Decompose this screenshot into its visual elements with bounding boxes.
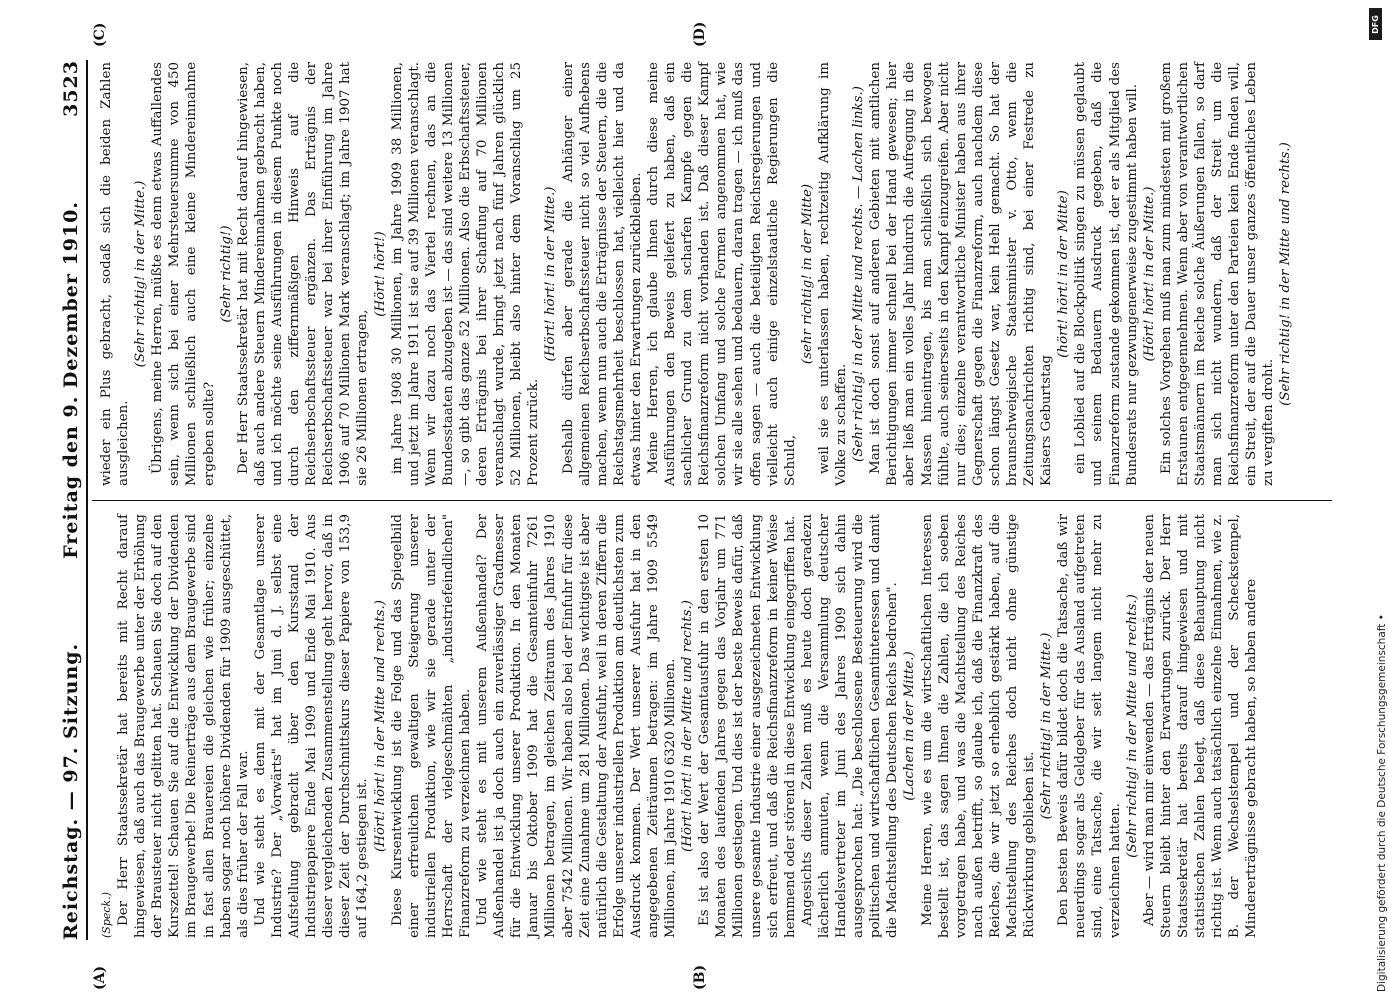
speaker-tag: (Speck.): [100, 892, 113, 938]
paragraph: Man ist doch sonst auf anderen Gebieten mit amtlichen Berichtigungen immer schnell bei der Hand gewesen; hier aber ließ man ein volles Jahr hindurch die Aufregung in die Massen hineintragen, bis man schließlich sich bewogen fühlte, auch seinerseits in den Kampf einzugreifen. Aber nicht nur dies; einzelne verantwortliche Minister haben aus ihrer Gegnerschaft gegen die Finanzreform, auch nachdem diese schon längst Gesetz war, kein Hehl gemacht. So hat der braunschweigische Staatsminister v. Otto, wenn die Zeitungsnachrichten richtig sind, bei einer Festrede zu Kaisers Geburtstag: [868, 62, 1055, 486]
paragraph: Angesichts dieser Zahlen muß es heute doch geradezu lächerlich anmuten, wenn die Versammlung deutscher Handelsvertreter im Juni des Jahres 1909 sich dahin ausgesprochen hat: „Die beschlossene Besteuerung wird die politischen und wirtschaftlichen Gesamtinteressen und damit die Machtstellung des Deutschen Reichs bedrohen".: [799, 514, 901, 938]
column-divider: [92, 500, 1332, 501]
dfg-logo-text: DFG: [1371, 14, 1381, 34]
paragraph: Den besten Beweis dafür bildet doch die Tatsache, daß wir neuerdings sogar als Geldgeber für das Ausland aufgetreten sind, eine Tatsache, die wir seit langem nicht mehr zu verzeichnen hatten.: [1056, 514, 1123, 938]
paragraph: weil sie es unterlassen haben, rechtzeitig Aufklärung im Volke zu schaffen.: [816, 62, 850, 486]
running-header: [52, 60, 82, 940]
interjection: (hört! hört! in der Mitte): [1056, 190, 1072, 358]
header-date: Freitag den 9. Dezember 1910.: [60, 201, 82, 559]
margin-mark-d: (D): [692, 21, 708, 47]
interjection: (Sehr richtig! in der Mitte.): [133, 180, 149, 368]
paragraph: Deshalb dürfen aber gerade die Anhänger einer allgemeinen Reichserbschaftssteuer nicht so viel Aufhebens machen, wenn nun auch die Erträgnisse der Steuern, die die Reichstagsmehrheit beschlossen hat, vielleicht hier und da etwas hinter den Erwartungen zurückbleiben.: [560, 62, 644, 486]
interjection: (Sehr richtig! in der Mitte.): [1039, 632, 1055, 820]
paragraph: Der Herr Staatssekretär hat bereits mit Recht darauf hingewiesen, daß auch das Braugewerbe unter der Erhöhung der Brausteuer nicht gelitten hat. Schauen Sie doch auf den Kurszettel! Schauen Sie auf die Entwicklung der Dividenden im Braugewerbe! Die Reinerträge aus dem Braugewerbe sind in fast allen Brauereien die gleichen wie früher; einzelne haben sogar noch höhere Dividenden für 1909 ausgeschüttet, als dies früher der Fall war.: [116, 514, 251, 938]
paragraph: Es ist also der Wert der Gesamtausfuhr in den ersten 10 Monaten des laufenden Jahres gegen das Vorjahr um 771 Millionen gestiegen. Und dies ist der beste Beweis dafür, daß unsere gesamte Industrie einer ausgezeichneten Entwicklung sich erfreut, und daß die Reichsfinanzreform in keiner Weise hemmend oder störend in diese Entwicklung eingegriffen hat.: [697, 514, 798, 938]
interjection: (sehr richtig! in der Mitte): [799, 183, 815, 365]
interjection: (Hört! hört! in der Mitte.): [543, 186, 559, 362]
paragraph: Ein solches Vorgehen muß man zum mindesten mit großem Erstaunen entgegennehmen. Wenn aber von verantwortlichen Staatsmännern im Reiche solche Äußerungen fallen, so darf man sich nicht wundern, daß der Streit um die Reichsfinanzreform unter den Parteien kein Ende finden will, ein Streit, der auf die Dauer unser ganzes öffentliches Leben zu vergiften droht.: [1158, 62, 1277, 486]
margin-mark-b: (B): [692, 964, 708, 990]
left-column: [98, 514, 1334, 938]
paragraph: Diese Kursentwicklung ist die Folge und das Spiegelbild einer erfreulichen gewaltigen Steigerung unserer industriellen Produktion, wie wir sie gerade unter der Herrschaft der vielgeschmähten „industriefeindlichen" Finanzreform zu verzeichnen haben.: [389, 514, 473, 938]
interjection: (Sehr richtig! in der Mitte und rechts.): [1278, 142, 1294, 406]
credit-text: Digitalisierung gefördert durch die Deutsche Forschungsgemeinschaft •: [1376, 614, 1388, 992]
interjection: (Hört! hört!): [372, 231, 388, 317]
paragraph: Meine Herren, wie es um die wirtschaftlichen Interessen bestellt ist, das sagen Ihnen die Zahlen, die ich soeben vorgetragen habe, und was die Machtstellung des Reiches nach außen betrifft, so glaube ich, daß die Finanzkraft des Reiches, die wir jetzt so erheblich gestärkt haben, auf die Machtstellung des Reiches doch nicht ohne günstige Rückwirkung geblieben ist.: [919, 514, 1038, 938]
paragraph: im Jahre 1908 30 Millionen, im Jahre 1909 38 Millionen, und jetzt im Jahre 1911 ist sie auf 39 Millionen veranschlagt. Wenn wir dazu noch das Viertel rechnen, das an die Bundesstaaten abzugeben ist — das sind weitere 13 Millionen —, so gibt das ganze 52 Millionen. Also die Erbschaftssteuer, deren Erträgnis bei ihrer Schaffung auf 70 Millionen veranschlagt wurde, bringt jetzt nach fünf Jahren glücklich 52 Millionen, bleibt also hinter dem Voranschlag um 25 Prozent zurück.: [389, 62, 542, 486]
paragraph: Übrigens, meine Herren, müßte es denn etwas Auffallendes sein, wenn sich bei einer Mehrsteuersumme von 450 Millionen schließlich auch eine kleine Mindereinnahme ergeben sollte?: [150, 62, 217, 486]
right-column: [98, 62, 1334, 486]
interjection: (Hört! hört! in der Mitte und rechts.): [372, 600, 388, 853]
paragraph: Und wie steht es mit unserem Außenhandel? Der Außenhandel ist ja doch auch ein zuverlässiger Gradmesser für die Entwicklung unserer Produktion. In den Monaten Januar bis Oktober 1909 hat die Gesamteinfuhr 7261 Millionen betragen, im gleichen Zeitraum des Jahres 1910 aber 7542 Millionen. Wir haben also bei der Einfuhr für diese Zeit eine Zunahme um 281 Millionen. Das wichtigste ist aber natürlich die Gestaltung der Ausfuhr, weil in deren Ziffern die Erfolge unserer industriellen Produktion am deutlichsten zum Ausdruck kommen. Der Wert unserer Ausfuhr hat in den angegebenen Zeiträumen betragen: im Jahre 1909 5549 Millionen, im Jahre 1910 6320 Millionen.: [475, 514, 679, 938]
interjection: (Lachen in der Mitte.): [902, 651, 918, 801]
interjection: (Sehr richtig!): [218, 225, 234, 323]
paragraph: Und wie steht es denn mit der Gesamtlage unserer Industrie? Der „Vorwärts" hat im Juni d. J. selbst eine Aufstellung gebracht über den Kursstand der Industriepapiere Ende Mai 1909 und Ende Mai 1910. Aus dieser vergleichenden Zusammenstellung geht hervor, daß in dieser Zeit der Durchschnittskurs dieser Papiere von 153,9 auf 164,2 gestiegen ist.: [252, 514, 371, 938]
paragraph: ein Loblied auf die Blockpolitik singen zu müssen geglaubt und seinem Bedauern Ausdruck gegeben, daß die Finanzreform zustande gekommen ist, der er als Mitglied des Bundesrats nur gezwungenerweise zugestimmt haben will.: [1073, 62, 1140, 486]
paragraph: Der Herr Staatssekretär hat mit Recht darauf hingewiesen, daß auch andere Steuern Mindereinnahmen gebracht haben, und ich möchte seine Ausführungen in diesem Punkte noch durch den ziffernmäßigen Hinweis auf die Reichserbschaftssteuer ergänzen. Das Erträgnis der Reichserbschaftssteuer war bei ihrer Einführung im Jahre 1906 auf 70 Millionen Mark veranschlagt; im Jahre 1907 hat sie 26 Millionen ertragen,: [235, 62, 371, 486]
header-left: Reichstag. — 97. Sitzung.: [60, 642, 82, 940]
page-number: 3523: [60, 60, 82, 117]
interjection: (Hört! hört! in der Mitte.): [1141, 186, 1157, 362]
interjection: (Hört! hört! in der Mitte und rechts.): [680, 600, 696, 853]
paragraph: wieder ein Plus gebracht, sodaß sich die beiden Zahlen ausgleichen.: [99, 62, 132, 486]
header-rule: [86, 60, 88, 940]
interjection: (Sehr richtig! in der Mitte und rechts. — Lachen links.): [851, 86, 867, 462]
dfg-logo: [1369, 8, 1382, 40]
margin-mark-c: (C): [92, 22, 108, 47]
digitization-credit: [1370, 0, 1388, 1000]
interjection: (Sehr richtig! in der Mitte und rechts.): [1124, 594, 1140, 858]
margin-mark-a: (A): [92, 965, 108, 990]
paragraph: Aber — wird man mir einwenden — das Erträgnis der neuen Steuern bleibt hinter den Erwartungen zurück. Der Herr Staatssekretär hat bereits darauf hingewiesen und mit statistischen Zahlen belegt, daß diese Behauptung nicht richtig ist. Wenn auch tatsächlich einzelne Einnahmen, wie z. B. der Wechselstempel und der Scheckstempel, Mindererträgnisse gebracht haben, so haben andere: [1141, 514, 1260, 938]
paragraph: Meine Herren, ich glaube Ihnen durch diese meine Ausführungen den Beweis geliefert zu haben, daß ein sachlicher Grund zu dem scharfen Kampfe gegen die Reichsfinanzreform nicht vorhanden ist. Daß dieser Kampf solchen Umfang und solche Formen angenommen hat, wie wir sie alle sehen und bedauern, daran tragen — ich muß das offen sagen — auch die beteiligten Reichsregierungen und vielleicht auch einige einzelstaatliche Regierungen die Schuld,: [646, 62, 798, 486]
